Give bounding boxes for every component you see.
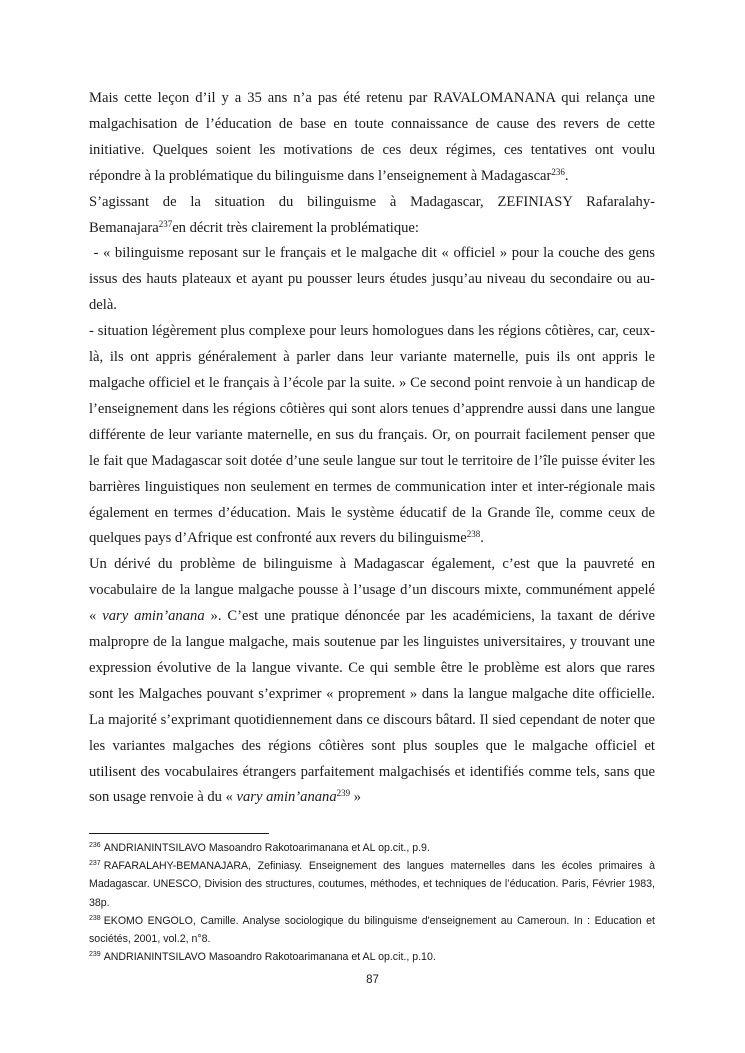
paragraph-3-quote: - « bilinguisme reposant sur le français et le malgache dit « officiel » pour la couche des gens issus des hauts plateaux et ayant pu pousser leurs études jusqu’au niveau du secondaire ou au-delà. xyxy=(89,245,659,314)
paragraph-2: S’agissant de la situation du bilinguisme à Madagascar, ZEFINIASY Rafaralahy-Bemanajara$^{237}$en décrit très clairement la problématique: xyxy=(89,193,655,236)
footnote-ref-238[interactable]: 238 xyxy=(466,529,481,540)
main-text xyxy=(89,86,659,811)
footnote-237: $^{237}$ RAFARALAHY-BEMANAJARA, Zefiniasy. Enseignement des langues maternelles dans les écoles primaires à Madagascar. UNESCO, Division des structures, coutumes, méthodes, et techniques de l’éducation. Paris, Février 1983, 38p. xyxy=(89,860,655,909)
footnote-236: $^{236}$ ANDRIANINTSILAVO Masoandro Rakotoarimanana et AL op.cit., p.9. xyxy=(89,842,430,854)
footnote-separator xyxy=(89,833,269,834)
footnotes xyxy=(89,839,655,966)
footnote-ref-236[interactable]: 236 xyxy=(551,166,565,177)
paragraph-5: Un dérivé du problème de bilinguisme à Madagascar également, c’est que la pauvreté en vocabulaire de la langue malgache pousse à l’usage d’un discours mixte, communément appelé « vary amin’anana ». C’est une pratique dénoncée par les académiciens, la taxant de dérive malpropre de la langue malgache, mais soutenue par les linguistes universitaires, y trouvant une expression évolutive de la langue vivante. Ce qui semble être le problème est alors que rares sont les Malgaches pouvant s’exprimer « proprement » dans la langue malgache dite officielle. La majorité s’exprimant quotidiennement dans ce discours bâtard. Il sied cependant de noter que les variantes malgaches des régions côtières sont plus souples que le malgache officiel et utilisent des vocabulaires étrangers parfaitement malgachisés et identifiés comme tels, sans que son usage renvoie à du « vary amin’anana$^{239}$ » xyxy=(89,556,655,806)
page-number: 87 xyxy=(366,974,379,986)
footnote-ref-239[interactable]: 239 xyxy=(336,788,351,799)
footnote-239: $^{239}$ ANDRIANINTSILAVO Masoandro Rakotoarimanana et AL op.cit., p.10. xyxy=(89,951,436,964)
footnote-238: $^{238}$ EKOMO ENGOLO, Camille. Analyse sociologique du bilinguisme d'enseignement au Cameroun. In : Education et sociétés, 2001, vol.2, n°8. xyxy=(89,914,655,946)
paragraph-1: Mais cette leçon d’il y a 35 ans n’a pas été retenu par RAVALOMANANA qui relança une malgachisation de l’éducation de base en toute connaissance de cause des revers de cette initiative. Quelques soient les motivations de ces deux régimes, ces tentatives ont voulu répondre à la problématique du bilinguisme dans l’enseignement à Madagascar$^{236}$. xyxy=(89,90,655,184)
paragraph-4: - situation légèrement plus complexe pour leurs homologues dans les régions côtières, car, ceux-là, ils ont appris généralement à parler dans leur variante maternelle, puis ils ont appris le malgache officiel et le français à l’école par la suite. » Ce second point renvoie à un handicap de l’enseignement dans les régions côtières qui sont alors tenues d’apprendre aussi dans une langue différente de leur variante maternelle, en sus du français. Or, on pourrait facilement penser que le fait que Madagascar soit dotée d’une seule langue sur tout le territoire de l’île puisse éviter les barrières linguistiques non seulement en termes de communication inter et inter-régionale mais également en termes d’éducation. Mais le système éducatif de la Grande île, comme ceux de quelques pays d’Afrique est confronté aux revers du bilinguisme$^{238}$. xyxy=(89,323,655,547)
footnote-ref-237[interactable]: 237 xyxy=(158,218,173,229)
